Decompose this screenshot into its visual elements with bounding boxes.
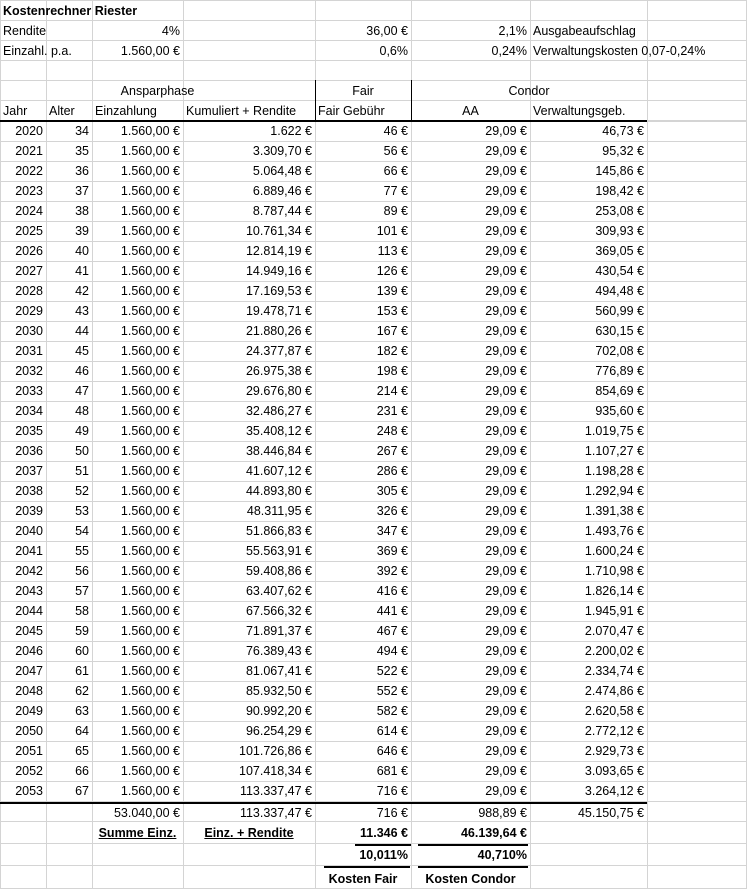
cell-verwaltungsgeb[interactable]: 1.019,75 € — [584, 424, 644, 438]
cell-aa[interactable]: 29,09 € — [485, 124, 527, 138]
cell-fair-gebuehr[interactable]: 614 € — [376, 724, 408, 738]
cell-kumuliert[interactable]: 101.726,86 € — [239, 744, 312, 758]
cell-aa[interactable]: 29,09 € — [485, 324, 527, 338]
cell-einzahlung[interactable]: 1.560,00 € — [120, 744, 180, 758]
cell-alter[interactable]: 56 — [75, 564, 89, 578]
cell-verwaltungsgeb[interactable]: 2.772,12 € — [584, 724, 644, 738]
cell-fair-gebuehr[interactable]: 89 € — [383, 204, 408, 218]
header-aa[interactable]: AA — [462, 104, 479, 118]
cell-kumuliert[interactable]: 63.407,62 € — [245, 584, 312, 598]
cell-aa[interactable]: 29,09 € — [485, 224, 527, 238]
cell-kumuliert[interactable]: 71.891,37 € — [245, 624, 312, 638]
cell-aa[interactable]: 29,09 € — [485, 184, 527, 198]
cell-einzahlung[interactable]: 1.560,00 € — [120, 704, 180, 718]
cell-fair-gebuehr[interactable]: 392 € — [376, 564, 408, 578]
cell-alter[interactable]: 35 — [75, 144, 89, 158]
cell-jahr[interactable]: 2036 — [15, 444, 43, 458]
cell-aa[interactable]: 29,09 € — [485, 144, 527, 158]
cell-einzahlung[interactable]: 1.560,00 € — [120, 724, 180, 738]
total-kumuliert[interactable]: 113.337,47 € — [239, 806, 312, 820]
cell-verwaltungsgeb[interactable]: 1.493,76 € — [584, 524, 644, 538]
cell-verwaltungsgeb[interactable]: 198,42 € — [595, 184, 644, 198]
cell-jahr[interactable]: 2040 — [15, 524, 43, 538]
total-fair[interactable]: 716 € — [376, 806, 408, 820]
cell-jahr[interactable]: 2034 — [15, 404, 43, 418]
cell-einzahlung[interactable]: 1.560,00 € — [120, 184, 180, 198]
total-verwaltung[interactable]: 45.150,75 € — [577, 806, 644, 820]
cell-aa[interactable]: 29,09 € — [485, 764, 527, 778]
cell-fair-gebuehr[interactable]: 214 € — [376, 384, 408, 398]
condor-percent[interactable]: 40,710% — [477, 848, 527, 862]
cell-einzahlung[interactable]: 1.560,00 € — [120, 124, 180, 138]
cell-fair-gebuehr[interactable]: 167 € — [376, 324, 408, 338]
cell-jahr[interactable]: 2030 — [15, 324, 43, 338]
cell-verwaltungsgeb[interactable]: 854,69 € — [595, 384, 644, 398]
cell-kumuliert[interactable]: 85.932,50 € — [245, 684, 312, 698]
cell-kumuliert[interactable]: 59.408,86 € — [245, 564, 312, 578]
cell-kumuliert[interactable]: 96.254,29 € — [245, 724, 312, 738]
cell-jahr[interactable]: 2042 — [15, 564, 43, 578]
cell-aa[interactable]: 29,09 € — [485, 464, 527, 478]
cell-kumuliert[interactable]: 44.893,80 € — [245, 484, 312, 498]
aa-percent[interactable]: 2,1% — [498, 24, 527, 38]
cell-jahr[interactable]: 2045 — [15, 624, 43, 638]
cell-aa[interactable]: 29,09 € — [485, 744, 527, 758]
cell-kumuliert[interactable]: 113.337,47 € — [239, 784, 312, 798]
header-kumuliert[interactable]: Kumuliert + Rendite — [186, 104, 297, 118]
cell-verwaltungsgeb[interactable]: 309,93 € — [595, 224, 644, 238]
fair-sum[interactable]: 11.346 € — [360, 826, 408, 840]
cell-fair-gebuehr[interactable]: 347 € — [376, 524, 408, 538]
cell-verwaltungsgeb[interactable]: 145,86 € — [595, 164, 644, 178]
verwaltung-percent[interactable]: 0,24% — [491, 44, 527, 58]
cell-alter[interactable]: 53 — [75, 504, 89, 518]
cell-fair-gebuehr[interactable]: 646 € — [376, 744, 408, 758]
cell-verwaltungsgeb[interactable]: 1.107,27 € — [584, 444, 644, 458]
cell-aa[interactable]: 29,09 € — [485, 164, 527, 178]
cell-einzahlung[interactable]: 1.560,00 € — [120, 784, 180, 798]
cell-verwaltungsgeb[interactable]: 2.620,58 € — [584, 704, 644, 718]
cell-einzahlung[interactable]: 1.560,00 € — [120, 524, 180, 538]
cell-kumuliert[interactable]: 51.866,83 € — [245, 524, 312, 538]
cell-jahr[interactable]: 2027 — [15, 264, 43, 278]
cell-alter[interactable]: 39 — [75, 224, 89, 238]
cell-kumuliert[interactable]: 107.418,34 € — [239, 764, 312, 778]
cell-fair-gebuehr[interactable]: 113 € — [377, 244, 408, 258]
cell-einzahlung[interactable]: 1.560,00 € — [120, 504, 180, 518]
cell-einzahlung[interactable]: 1.560,00 € — [120, 264, 180, 278]
cell-kumuliert[interactable]: 1.622 € — [270, 124, 312, 138]
cell-alter[interactable]: 47 — [75, 384, 89, 398]
cell-verwaltungsgeb[interactable]: 430,54 € — [595, 264, 644, 278]
kosten-fair-label[interactable]: Kosten Fair — [328, 872, 398, 886]
cell-fair-gebuehr[interactable]: 552 € — [376, 684, 408, 698]
header-verwaltungsgeb[interactable]: Verwaltungsgeb. — [533, 104, 626, 118]
cell-aa[interactable]: 29,09 € — [485, 244, 527, 258]
condor-percent-underline — [418, 866, 528, 868]
sheet-title[interactable]: Kostenrechner Riester — [3, 4, 138, 18]
cell-alter[interactable]: 62 — [75, 684, 89, 698]
cell-verwaltungsgeb[interactable]: 1.600,24 € — [584, 544, 644, 558]
cell-aa[interactable]: 29,09 € — [485, 564, 527, 578]
cell-einzahlung[interactable]: 1.560,00 € — [120, 424, 180, 438]
cell-jahr[interactable]: 2025 — [15, 224, 43, 238]
cell-einzahlung[interactable]: 1.560,00 € — [120, 244, 180, 258]
cell-aa[interactable]: 29,09 € — [485, 304, 527, 318]
cell-verwaltungsgeb[interactable]: 1.391,38 € — [584, 504, 644, 518]
cell-jahr[interactable]: 2047 — [15, 664, 43, 678]
cell-aa[interactable]: 29,09 € — [485, 544, 527, 558]
cell-kumuliert[interactable]: 29.676,80 € — [245, 384, 312, 398]
header-bottom-border — [0, 120, 647, 122]
cell-kumuliert[interactable]: 48.311,95 € — [246, 504, 312, 518]
cell-aa[interactable]: 29,09 € — [485, 704, 527, 718]
cell-einzahlung[interactable]: 1.560,00 € — [120, 624, 180, 638]
cell-fair-gebuehr[interactable]: 326 € — [376, 504, 408, 518]
cell-alter[interactable]: 67 — [75, 784, 89, 798]
cell-kumuliert[interactable]: 6.889,46 € — [252, 184, 312, 198]
cell-jahr[interactable]: 2052 — [15, 764, 43, 778]
cell-jahr[interactable]: 2048 — [15, 684, 43, 698]
cell-einzahlung[interactable]: 1.560,00 € — [120, 464, 180, 478]
cell-aa[interactable]: 29,09 € — [485, 624, 527, 638]
cell-verwaltungsgeb[interactable]: 2.070,47 € — [584, 624, 644, 638]
cell-aa[interactable]: 29,09 € — [485, 484, 527, 498]
cell-aa[interactable]: 29,09 € — [485, 264, 527, 278]
cell-fair-gebuehr[interactable]: 198 € — [376, 364, 408, 378]
cell-kumuliert[interactable]: 38.446,84 € — [245, 444, 312, 458]
cell-alter[interactable]: 37 — [75, 184, 89, 198]
cell-verwaltungsgeb[interactable]: 2.334,74 € — [584, 664, 644, 678]
cell-einzahlung[interactable]: 1.560,00 € — [120, 324, 180, 338]
rendite-value[interactable]: 4% — [161, 24, 180, 38]
cell-alter[interactable]: 40 — [75, 244, 89, 258]
cell-kumuliert[interactable]: 5.064,48 € — [252, 164, 312, 178]
group-header-ansparphase[interactable]: Ansparphase — [120, 84, 195, 98]
cell-jahr[interactable]: 2039 — [15, 504, 43, 518]
cell-einzahlung[interactable]: 1.560,00 € — [120, 584, 180, 598]
header-alter[interactable]: Alter — [49, 104, 75, 118]
cell-fair-gebuehr[interactable]: 153 € — [376, 304, 408, 318]
cell-jahr[interactable]: 2032 — [15, 364, 43, 378]
cell-aa[interactable]: 29,09 € — [485, 504, 527, 518]
cell-aa[interactable]: 29,09 € — [485, 724, 527, 738]
cell-alter[interactable]: 34 — [75, 124, 89, 138]
cell-aa[interactable]: 29,09 € — [485, 684, 527, 698]
cell-einzahlung[interactable]: 1.560,00 € — [120, 284, 180, 298]
cell-jahr[interactable]: 2046 — [15, 644, 43, 658]
cell-alter[interactable]: 51 — [75, 464, 89, 478]
cell-einzahlung[interactable]: 1.560,00 € — [120, 344, 180, 358]
cell-einzahlung[interactable]: 1.560,00 € — [120, 164, 180, 178]
cell-alter[interactable]: 52 — [75, 484, 89, 498]
cell-einzahlung[interactable]: 1.560,00 € — [120, 544, 180, 558]
total-einzahlung[interactable]: 53.040,00 € — [113, 806, 180, 820]
cell-aa[interactable]: 29,09 € — [485, 524, 527, 538]
cell-alter[interactable]: 36 — [75, 164, 89, 178]
cell-jahr[interactable]: 2020 — [15, 124, 43, 138]
cell-jahr[interactable]: 2029 — [15, 304, 43, 318]
cell-alter[interactable]: 38 — [75, 204, 89, 218]
cell-einzahlung[interactable]: 1.560,00 € — [120, 304, 180, 318]
header-einzahlung[interactable]: Einzahlung — [95, 104, 157, 118]
cell-einzahlung[interactable]: 1.560,00 € — [120, 484, 180, 498]
cell-einzahlung[interactable]: 1.560,00 € — [120, 364, 180, 378]
cell-einzahlung[interactable]: 1.560,00 € — [120, 664, 180, 678]
cell-einzahlung[interactable]: 1.560,00 € — [120, 404, 180, 418]
fair-sum-underline — [355, 844, 411, 846]
cell-fair-gebuehr[interactable]: 46 € — [383, 124, 408, 138]
cell-kumuliert[interactable]: 90.992,20 € — [245, 704, 312, 718]
cell-jahr[interactable]: 2021 — [15, 144, 43, 158]
cell-alter[interactable]: 43 — [75, 304, 89, 318]
cell-alter[interactable]: 57 — [75, 584, 89, 598]
cell-verwaltungsgeb[interactable]: 702,08 € — [595, 344, 644, 358]
cell-kumuliert[interactable]: 19.478,71 € — [245, 304, 312, 318]
cell-fair-gebuehr[interactable]: 716 € — [376, 784, 408, 798]
einzahl-label[interactable]: Einzahl. p.a. — [3, 44, 72, 58]
cell-aa[interactable]: 29,09 € — [485, 284, 527, 298]
cell-aa[interactable]: 29,09 € — [485, 444, 527, 458]
cell-verwaltungsgeb[interactable]: 46,73 € — [602, 124, 644, 138]
condor-sum-underline — [418, 844, 528, 846]
cell-alter[interactable]: 66 — [75, 764, 89, 778]
cell-kumuliert[interactable]: 41.607,12 € — [245, 464, 312, 478]
cell-jahr[interactable]: 2035 — [15, 424, 43, 438]
cell-verwaltungsgeb[interactable]: 95,32 € — [602, 144, 644, 158]
cell-aa[interactable]: 29,09 € — [485, 364, 527, 378]
cell-alter[interactable]: 58 — [75, 604, 89, 618]
cell-kumuliert[interactable]: 14.949,16 € — [245, 264, 312, 278]
cell-alter[interactable]: 59 — [75, 624, 89, 638]
cell-einzahlung[interactable]: 1.560,00 € — [120, 604, 180, 618]
cell-fair-gebuehr[interactable]: 182 € — [376, 344, 408, 358]
fair-percent-underline — [324, 866, 410, 868]
aa-label[interactable]: Ausgabeaufschlag — [533, 24, 636, 38]
cell-kumuliert[interactable]: 76.389,43 € — [245, 644, 312, 658]
cell-alter[interactable]: 49 — [75, 424, 89, 438]
cell-aa[interactable]: 29,09 € — [485, 204, 527, 218]
cell-verwaltungsgeb[interactable]: 494,48 € — [595, 284, 644, 298]
cell-verwaltungsgeb[interactable]: 2.200,02 € — [584, 644, 644, 658]
cell-verwaltungsgeb[interactable]: 253,08 € — [595, 204, 644, 218]
cell-fair-gebuehr[interactable]: 681 € — [376, 764, 408, 778]
cell-jahr[interactable]: 2049 — [15, 704, 43, 718]
cell-fair-gebuehr[interactable]: 416 € — [376, 584, 408, 598]
cell-kumuliert[interactable]: 81.067,41 € — [245, 664, 312, 678]
cell-jahr[interactable]: 2050 — [15, 724, 43, 738]
cell-aa[interactable]: 29,09 € — [485, 664, 527, 678]
cell-jahr[interactable]: 2038 — [15, 484, 43, 498]
cell-jahr[interactable]: 2031 — [15, 344, 43, 358]
cell-fair-gebuehr[interactable]: 56 € — [383, 144, 408, 158]
cell-fair-gebuehr[interactable]: 77 € — [383, 184, 408, 198]
cell-jahr[interactable]: 2041 — [15, 544, 43, 558]
cell-fair-gebuehr[interactable]: 494 € — [376, 644, 408, 658]
cell-jahr[interactable]: 2043 — [15, 584, 43, 598]
condor-sum[interactable]: 46.139,64 € — [460, 826, 527, 840]
cell-alter[interactable]: 50 — [75, 444, 89, 458]
group-header-condor[interactable]: Condor — [508, 84, 550, 98]
cell-aa[interactable]: 29,09 € — [485, 384, 527, 398]
cell-verwaltungsgeb[interactable]: 1.826,14 € — [584, 584, 644, 598]
verwaltung-label[interactable]: Verwaltungskosten 0,07-0,24% — [533, 44, 706, 58]
cell-einzahlung[interactable]: 1.560,00 € — [120, 764, 180, 778]
cell-fair-gebuehr[interactable]: 369 € — [376, 544, 408, 558]
cell-einzahlung[interactable]: 1.560,00 € — [120, 144, 180, 158]
totals-top-border — [0, 802, 647, 804]
cell-jahr[interactable]: 2051 — [15, 744, 43, 758]
cell-jahr[interactable]: 2022 — [15, 164, 43, 178]
cell-aa[interactable]: 29,09 € — [485, 644, 527, 658]
cell-verwaltungsgeb[interactable]: 776,89 € — [595, 364, 644, 378]
cell-einzahlung[interactable]: 1.560,00 € — [120, 204, 180, 218]
header-jahr[interactable]: Jahr — [3, 104, 28, 118]
cell-fair-gebuehr[interactable]: 582 € — [376, 704, 408, 718]
cell-jahr[interactable]: 2024 — [15, 204, 43, 218]
cell-alter[interactable]: 60 — [75, 644, 89, 658]
cell-alter[interactable]: 41 — [75, 264, 89, 278]
cell-fair-gebuehr[interactable]: 305 € — [376, 484, 408, 498]
cell-aa[interactable]: 29,09 € — [485, 344, 527, 358]
einz-rendite-label[interactable]: Einz. + Rendite — [204, 826, 294, 840]
cell-alter[interactable]: 64 — [75, 724, 89, 738]
cell-einzahlung[interactable]: 1.560,00 € — [120, 384, 180, 398]
summe-einz-label[interactable]: Summe Einz. — [98, 826, 177, 840]
cell-fair-gebuehr[interactable]: 66 € — [383, 164, 408, 178]
cell-fair-gebuehr[interactable]: 139 € — [376, 284, 408, 298]
fair-rate-value[interactable]: 0,6% — [379, 44, 408, 58]
group-header-fair[interactable]: Fair — [352, 84, 374, 98]
cell-alter[interactable]: 48 — [75, 404, 89, 418]
cell-kumuliert[interactable]: 3.309,70 € — [252, 144, 312, 158]
cell-alter[interactable]: 46 — [75, 364, 89, 378]
total-aa[interactable]: 988,89 € — [478, 806, 527, 820]
rendite-label[interactable]: Rendite — [3, 24, 47, 38]
cell-alter[interactable]: 44 — [75, 324, 89, 338]
cell-aa[interactable]: 29,09 € — [485, 584, 527, 598]
cell-einzahlung[interactable]: 1.560,00 € — [120, 224, 180, 238]
cell-verwaltungsgeb[interactable]: 3.093,65 € — [584, 764, 644, 778]
cell-alter[interactable]: 65 — [75, 744, 89, 758]
cell-verwaltungsgeb[interactable]: 369,05 € — [595, 244, 644, 258]
cell-fair-gebuehr[interactable]: 522 € — [376, 664, 408, 678]
cell-einzahlung[interactable]: 1.560,00 € — [120, 564, 180, 578]
cell-kumuliert[interactable]: 26.975,38 € — [245, 364, 312, 378]
cell-aa[interactable]: 29,09 € — [485, 784, 527, 798]
cell-verwaltungsgeb[interactable]: 1.945,91 € — [584, 604, 644, 618]
cell-verwaltungsgeb[interactable]: 560,99 € — [595, 304, 644, 318]
cell-kumuliert[interactable]: 55.563,91 € — [245, 544, 312, 558]
cell-alter[interactable]: 55 — [75, 544, 89, 558]
cell-fair-gebuehr[interactable]: 101 € — [376, 224, 408, 238]
cell-jahr[interactable]: 2023 — [15, 184, 43, 198]
cell-aa[interactable]: 29,09 € — [485, 404, 527, 418]
cell-fair-gebuehr[interactable]: 126 € — [376, 264, 408, 278]
cell-alter[interactable]: 54 — [75, 524, 89, 538]
cell-aa[interactable]: 29,09 € — [485, 604, 527, 618]
cell-einzahlung[interactable]: 1.560,00 € — [120, 684, 180, 698]
cell-verwaltungsgeb[interactable]: 2.929,73 € — [584, 744, 644, 758]
cell-alter[interactable]: 42 — [75, 284, 89, 298]
cell-fair-gebuehr[interactable]: 267 € — [376, 444, 408, 458]
cell-einzahlung[interactable]: 1.560,00 € — [120, 444, 180, 458]
cell-verwaltungsgeb[interactable]: 2.474,86 € — [584, 684, 644, 698]
cell-jahr[interactable]: 2037 — [15, 464, 43, 478]
cell-verwaltungsgeb[interactable]: 3.264,12 € — [584, 784, 644, 798]
cell-verwaltungsgeb[interactable]: 630,15 € — [595, 324, 644, 338]
fair-fee-value[interactable]: 36,00 € — [366, 24, 408, 38]
cell-einzahlung[interactable]: 1.560,00 € — [120, 644, 180, 658]
cell-verwaltungsgeb[interactable]: 1.710,98 € — [584, 564, 644, 578]
cell-fair-gebuehr[interactable]: 231 € — [376, 404, 408, 418]
cell-jahr[interactable]: 2044 — [15, 604, 43, 618]
cell-verwaltungsgeb[interactable]: 935,60 € — [595, 404, 644, 418]
cell-kumuliert[interactable]: 21.880,26 € — [245, 324, 312, 338]
cell-alter[interactable]: 61 — [75, 664, 89, 678]
einzahl-value[interactable]: 1.560,00 € — [120, 44, 180, 58]
cell-verwaltungsgeb[interactable]: 1.292,94 € — [584, 484, 644, 498]
kosten-condor-label[interactable]: Kosten Condor — [425, 872, 516, 886]
cell-aa[interactable]: 29,09 € — [485, 424, 527, 438]
cell-alter[interactable]: 45 — [75, 344, 89, 358]
cell-verwaltungsgeb[interactable]: 1.198,28 € — [584, 464, 644, 478]
cell-kumuliert[interactable]: 24.377,87 € — [245, 344, 312, 358]
header-fair-gebuehr[interactable]: Fair Gebühr — [318, 104, 385, 118]
cell-kumuliert[interactable]: 32.486,27 € — [245, 404, 312, 418]
cell-jahr[interactable]: 2026 — [15, 244, 43, 258]
cell-kumuliert[interactable]: 67.566,32 € — [245, 604, 312, 618]
cell-jahr[interactable]: 2033 — [15, 384, 43, 398]
cell-alter[interactable]: 63 — [75, 704, 89, 718]
cell-kumuliert[interactable]: 12.814,19 € — [245, 244, 312, 258]
cell-kumuliert[interactable]: 17.169,53 € — [245, 284, 312, 298]
cell-jahr[interactable]: 2053 — [15, 784, 43, 798]
cell-fair-gebuehr[interactable]: 286 € — [376, 464, 408, 478]
cell-fair-gebuehr[interactable]: 248 € — [376, 424, 408, 438]
cell-jahr[interactable]: 2028 — [15, 284, 43, 298]
fair-percent[interactable]: 10,011% — [359, 848, 408, 862]
cell-fair-gebuehr[interactable]: 467 € — [376, 624, 408, 638]
cell-kumuliert[interactable]: 10.761,34 € — [245, 224, 312, 238]
cell-kumuliert[interactable]: 8.787,44 € — [252, 204, 312, 218]
cell-fair-gebuehr[interactable]: 441 € — [376, 604, 408, 618]
cell-kumuliert[interactable]: 35.408,12 € — [245, 424, 312, 438]
